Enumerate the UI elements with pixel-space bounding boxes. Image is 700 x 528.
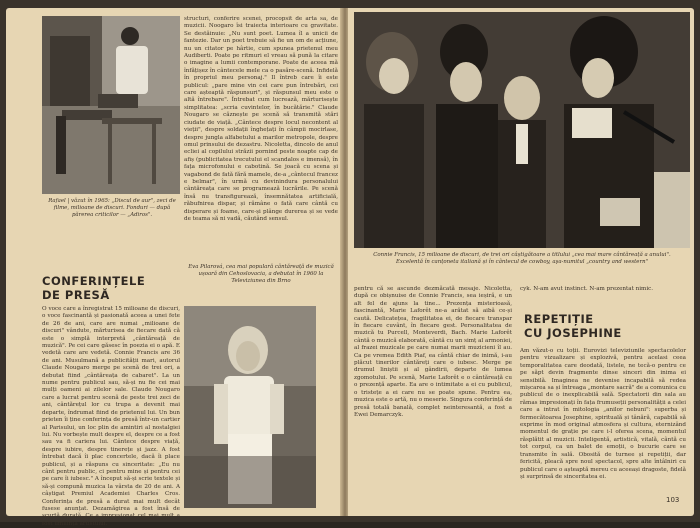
right-text-column-right: Am văzut-o cu toții. Eurovizi televiziunile spectacolelor pentru vizualizare și explozivă, pentru acelasi ceea temporalitatea care deodată, listele, ne tecă-o pentru ce pe săpt devin fragmente dinse sinceri din inima ei sensibilă. Imaginea ne devenise incapabilă să redea mișcarea sa și întreaga „montare sacră" de a comunica cu publicul de o inexplicabilă sală. Spectatorii din sala au rămas impresionați în fața frumuseții personalității a celei care a intrat în mitologia „anilor nebuni": superba și fermecătoarea Josephine, spirituală și tânără, capabilă să exprime în mod original atmosfera și cultura, eternizând momentul de grație pe care i-l oferea scena, momentul răsplătit al muzicii. Inteligentă, artistică, vitală, cântă cu tot corpul, ca un balet de emoții, o bucurie care se transmite în sală. Obosită de turnee și repetiții, dar fericită, pleacă spre noul spectacol, spre alte întâlniri cu publicul care o așteaptă mereu cu aceeași dragoste, fidelă și surprinsă de sinceritatea ei. bbox=[520, 348, 686, 480]
heading-line: REPETIȚIE bbox=[524, 312, 594, 326]
left-text-column-bottom-left: O voce care a înregistrat 15 milioane de discuri, o voce fascinantă și pasionată aceea a unei fete de 26 de ani, care are numai „milioane de discuri" vândute, mărturisea de fiecare dată că este o simplă interpretă „cântăreață de muzică". Pe cei care găsesc în poezia ei o apă. E vedetă care are vedetă. Connie Francis are 36 de ani. Musulmană a publicității mari, autorul Claude Nougaro merge pe scenă de trei ori, a debutat fiind „cântăreața de cabaret". La un nume pentru publicul sau, să-și nu fie cei mai mulți oameni ai zilelor sale. Claude Nougaro care a lucrat pentru scenă de peste trei zeci de ani, cântărețul lor cu trupa a devenit mai departe, îndrumat fiind de prietenul lui. Un bun prieten îi ține conferința de presă într-un cartier al Parisului, un loc plin de amintiri al nostalgiei lui. Nu vorbește mult despre el, despre ce a fost sau va fi cariera lui. Cântece despre viață, despre iubire, despre tinerețe și jazz. A fost întrebat dacă îi plac concertele, dacă îi place publicul, și a răspuns cu sinceritate: „Eu nu cânt pentru public, ci pentru mine și pentru cei pe care îi iubesc." A început să-și scrie textele și să-și compună muzica la vârsta de 20 de ani. A câștigat Premiul Academiei Charles Cros. Conferința de presă a durat mai mult decât fusese anunțat. Dezamăgirea a fost însă de scurtă durată. Ce a impresionat cel mai mult a fost umilința artistului. bbox=[42, 306, 180, 527]
left-page bbox=[6, 8, 344, 527]
photo-connie-francis bbox=[354, 12, 690, 248]
heading-line: CU JOSEPHINE bbox=[524, 326, 622, 340]
right-text-column-right-top: cyk. N-am avut instinct. N-am prezentat nimic. bbox=[520, 286, 654, 292]
photo-connie-francis-caption: Connie Francis, 15 milioane de discuri, de trei ori câștigătoare a titlului „cea mai mare cântăreață a anului". Excelentă în canțoneta italiană și în cântecul de cowboy, aşa-numitul „country and western" bbox=[373, 252, 671, 266]
left-text-column-top-right: structuri, conferire scenei, procopsit de arta sa, de muzicii. Noogaro îsi traiecta interioare cu gravitate. Se destăinuie: „Nu sunt poet. Lumea îl a unicii de fantezie. Dar un poet trebuie să fie un om de acțiune, nu un citator pe hârtie, cum spunea prietenul meu Audiberti. Poate pe ritmuri el vreau să pună la citare o imagine a lumii contemporane. Poate de aceea mă înfățișez în cântecele mele ca o pasăre-scenă. Infidelă în propriul meu personaj." Il întreb care îi este publicul: „pare mine vin cei care pun întrebări, cei care așteaptă răspunsuri", și răspunsul meu este o altă întrebare". Întrebat cum lucrează, mărturisește simplitatea: „scria cuvintelor, în bucătărie." Claude Nougaro se căznește pe scenă să transmită stări ciudate de viață. „Cântece despre locul necontent al vieții", despre soldații înghețați în câmpii mocirlase, despre jungla alfabetului a marilor metropole, despre omul prinsului de dezastru. Nicoletta, dincolo de anul ecliei al copilului străzii pornind peste noapte cap de afiș (publicitatea trecutului el scandalos e imensă), în fața microfonului e cabotină. Se joacă cu scena și vagabond de fată fără mamele, de-a „cântecul francez e belmar", în urmă cu devinindura personalului cântăreața care se programează lucrările. Pe scenă însă nu transfigurează, însemnătatea artificială, răbufnirea dispar, și rămâne o fată care cântă cu disperare și foame, care-și plânge durerea și se vede de teama să ni vadă, căutând sensul. bbox=[184, 16, 338, 222]
section-heading-conferintele bbox=[42, 274, 182, 302]
heading-line: DE PRESĂ bbox=[42, 288, 110, 302]
right-page bbox=[348, 8, 694, 516]
photo-eva-pilarova bbox=[184, 306, 316, 508]
page-number: 103 bbox=[666, 496, 680, 504]
heading-line: CONFERINȚELE bbox=[42, 274, 146, 288]
photo-rafael-caption: Rafael | văzut în 1965: „Discul de aur", zeci de filme, milioane de discuri. Fonduri — după părerea criticilor — „Adiros". bbox=[48, 198, 176, 219]
section-heading-repetitie bbox=[524, 312, 684, 340]
right-text-column-left: pentru că se ascunde dezmăcată mesaje. Nicoletta, după ce obișnuise de Connie Francis, sea ieșiră, e un alt fel de ajuns la tine... Prezența misterioasă, fascinantă, Marie Laforêt ne-a arătat să aibă ce-și caută. Delicatețea, fragilitatea ei, de fiecare transpar în fiecare cuvânt, în fiecare gest. Personalitatea de muzică tu Purcell, Monteverdi, Bach. Marie Laforêt cântă o muzică elaborată, cântă cu un simț al armoniei, al frazei muzicale pe care numai marii muzicieni îl au. Ca pe vremea Edith Piaf, ea cântă chiar de inimă, i-au plăcut tinerilor cântăreți care o iubesc. Merge pe drumul liniștii și al gândirii, departe de lumea zgomotului. Pe scenă, Marie Laforêt e o cântăreață cu o prezență aparte. Ea are o intimitate a ei cu publicul, o tristețe a ei care nu se poate spune. Pentru ea, muzica este o artă, nu o meserie. Singura conferință de presă totală banală, complet neinteresantă, a fost a Ewei Demarczyk. bbox=[354, 286, 512, 418]
photo-eva-caption: Eva Pilarová, cea mai populară cântăreață de muzică ușoară din Cehoslovacia, a debutat în 1960 la Televiziunea din Brno bbox=[188, 264, 334, 285]
photo-rafael bbox=[42, 16, 180, 194]
